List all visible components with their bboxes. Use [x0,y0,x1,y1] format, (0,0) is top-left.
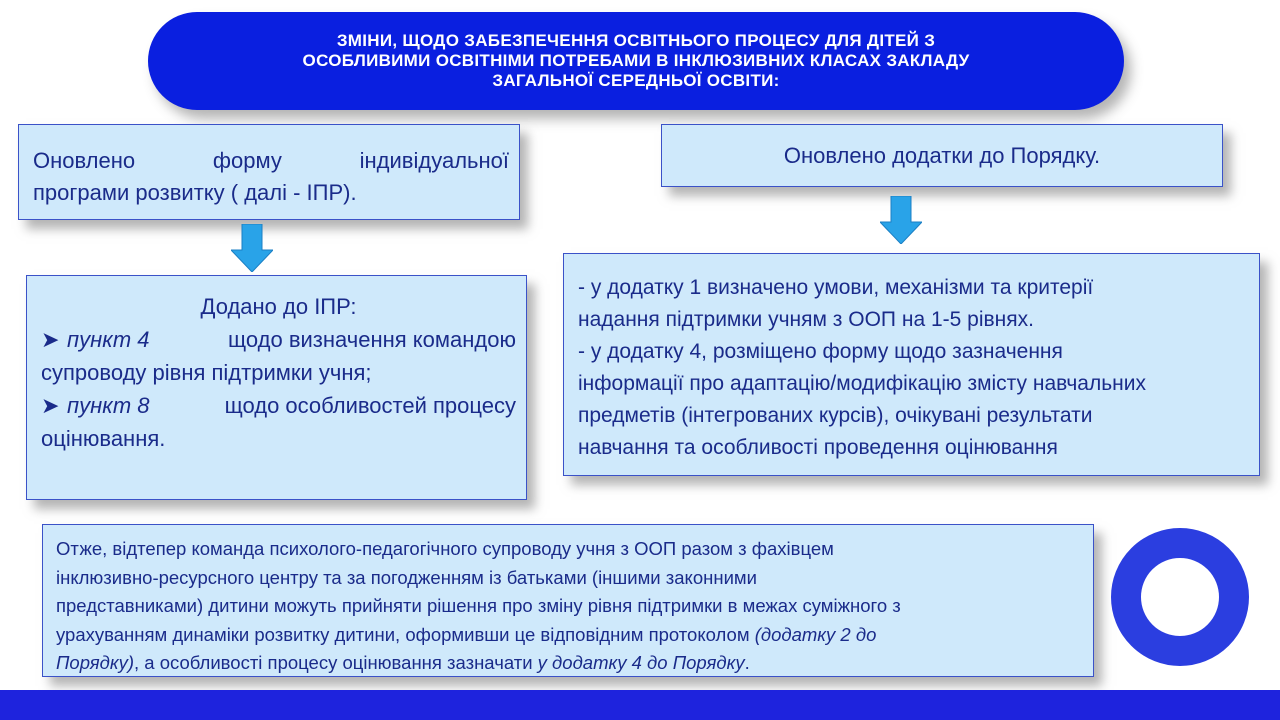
arrow-down-icon [880,196,922,244]
added-heading: Додано до ІПР: [200,294,357,319]
title-banner [148,12,1124,110]
ring-decoration [1111,528,1249,666]
title-line-3: ЗАГАЛЬНОЇ СЕРЕДНЬОЇ ОСВІТИ: [492,71,780,90]
ipr-updated-box [18,124,520,220]
check-arrow-icon: ➤ [41,393,60,418]
title-line-2: ОСОБЛИВИМИ ОСВІТНІМИ ПОТРЕБАМИ В ІНКЛЮЗИВНИХ КЛАСАХ ЗАКЛАДУ [302,51,970,70]
ipr-updated-line-1: Оновлено форму індивідуальної [33,148,509,173]
appendices-updated-box [661,124,1223,187]
title-text [303,31,970,91]
appendices-details-box: - у додатку 1 визначено умови, механізми та критерії надання підтримки учням з ООП на 1-5 рівнях. - у додатку 4, розміщено форму щодо зазначення інформації про адаптацію/модифікацію змісту навчальних предметів (інтегрованих курсів), очікувані результати навчання та особливості проведення оцінювання [563,253,1260,476]
added-to-ipr-box: Додано до ІПР: ➤ пункт 4 щодо визначення командою супроводу рівня підтримки учня; ➤ пункт 8 щодо особливостей процесу оцінювання. [26,275,527,500]
summary-box: Отже, відтепер команда психолого-педагогічного супроводу учня з ООП разом з фахівцем інклюзивно-ресурсного центру та за погодженням із батьками (іншими законними представниками) дитини можуть прийняти рішення про зміну рівня підтримки в межах суміжного з урахуванням динаміки розвитку дитини, оформивши це відповідним протоколом (додатку 2 до Порядку), а особливості процесу оцінювання зазначати у додатку 4 до Порядку. [42,524,1094,677]
list-item: ➤ пункт 8 щодо особливостей процесу [41,389,516,422]
ipr-updated-line-2: програми розвитку ( далі - ІПР). [33,180,357,205]
bottom-bar [0,690,1280,720]
list-item: ➤ пункт 4 щодо визначення командою [41,323,516,356]
arrow-down-icon [231,224,273,272]
check-arrow-icon: ➤ [41,327,60,352]
title-line-1: ЗМІНИ, ЩОДО ЗАБЕЗПЕЧЕННЯ ОСВІТНЬОГО ПРОЦЕСУ ДЛЯ ДІТЕЙ З [336,31,936,50]
appendices-updated-text: Оновлено додатки до Порядку. [783,142,1101,168]
